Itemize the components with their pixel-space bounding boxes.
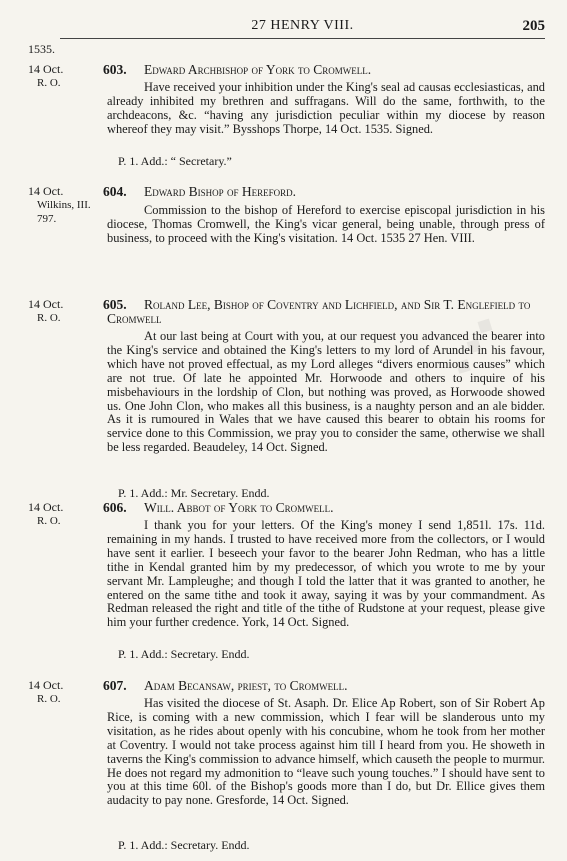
- running-title: 27 HENRY VIII.: [251, 18, 354, 33]
- year-marker: 1535.: [28, 42, 55, 56]
- entry-date: 14 Oct.: [28, 297, 64, 311]
- entry-margin: [28, 297, 102, 325]
- entry-body: At our last being at Court with you, at our request you advanced the bearer into the King's service and obtained the King's letters to my lord of Arundel in his favour, which have not proved effectual, as my Lord alleges “divers enormious causes” which are not true. Of late he appointed Mr. Horwoode and others to inquire of his misbehaviours in the lordship of Clon, but nothing was proved, as Horwoode showed us. One John Clon, who makes all this business, is a naughty person and an ale bidder. As it is rumoured in Wales that we have caused this bearer to obtain his rooms for service done to this Commission, we pray you to consider the same, otherwise we shall be less regarded. Beaudeley, 14 Oct. Signed.: [107, 329, 545, 455]
- running-head: [60, 18, 545, 39]
- entry-number: 603.: [103, 62, 127, 77]
- entry-body: Have received your inhibition under the King's seal ad causas ecclesiasticas, and already inhibited my brethren and suffragans. Will do the same, forthwith, to the archdeacons, &c. “having any jurisdiction peculiar within my diocese by reason whereof they may visit.” Bysshops Thorpe, 14 Oct. 1535. Signed.: [107, 80, 545, 136]
- entry-body: Commission to the bishop of Hereford to exercise episcopal jurisdiction in his diocese, Thomas Cromwell, the King's vicar general, being unable, through press of business, to proceed with the King's visitation. 14 Oct. 1535 27 Hen. VIII.: [107, 203, 545, 245]
- entry-note: P. 1. Add.: Secretary. Endd.: [118, 838, 250, 852]
- entry-heading: Roland Lee, Bishop of Coventry and Lichfield, and Sir T. Englefield to Cromwell: [107, 297, 531, 326]
- entry-source: R. O.: [37, 693, 61, 705]
- entry-date: 14 Oct.: [28, 500, 64, 514]
- entry-number: 607.: [103, 678, 127, 693]
- entry-number: 604.: [103, 184, 127, 199]
- entry-margin: [28, 62, 102, 90]
- entry-heading: Edward Bishop of Hereford.: [144, 184, 297, 199]
- entry-source: R. O.: [37, 515, 61, 527]
- entry-note: P. 1. Add.: Mr. Secretary. Endd.: [118, 486, 270, 500]
- entry-note: P. 1. Add.: Secretary. Endd.: [118, 647, 250, 661]
- entry-heading: Edward Archbishop of York to Cromwell.: [144, 62, 372, 77]
- entry-note: P. 1. Add.: “ Secretary.”: [118, 154, 232, 168]
- entry-margin: [28, 500, 102, 528]
- entry-body: I thank you for your letters. Of the King's money I send 1,851l. 17s. 11d. remaining in my hands. I trusted to have received more from the collectors, or I would have sent it earlier. I beseech your favor to the bearer John Redman, who has a little tithe in Kendal granted him by my predecessor, of which you wrote to me by your servant Mr. Lampleughe; and though I told the latter that it was granted to another, he entered on the same tithe and took it away, saying it was by your commandment. As Redman released the right and title of the tithe of Rudstone at your request, please give him your further credence. York, 14 Oct. Signed.: [107, 518, 545, 630]
- entry-source: R. O.: [37, 312, 61, 324]
- entry-source: Wilkins, III. 797.: [37, 199, 91, 225]
- page-number: 205: [522, 18, 545, 34]
- entry-date: 14 Oct.: [28, 678, 64, 692]
- entry-heading: Will. Abbot of York to Cromwell.: [144, 500, 334, 515]
- entry-date: 14 Oct.: [28, 184, 64, 198]
- entry-source: R. O.: [37, 77, 61, 89]
- entry-number: 605.: [103, 297, 127, 312]
- watermark: ◆◆◆: [446, 306, 502, 379]
- entry-body: Has visited the diocese of St. Asaph. Dr. Elice Ap Robert, son of Sir Robert Ap Rice, is coming with a new commission, which I fear will be slanderous unto my visitation, as he rides about openly with his concubine, whom he took from her mother at Coventry. I would not take process against him till I heard from you. He showeth in taverns the King's commission to advance himself, which causeth the people to murmur. He does not regard my admonition to “leave such young touches.” I should have sent to you at this time 60l. of the Bishop's goods more than I do, but Dr. Ellice gives them audacity to pay none. Gresforde, 14 Oct. Signed.: [107, 696, 545, 808]
- entry-heading: Adam Becansaw, priest, to Cromwell.: [144, 678, 348, 693]
- entry-margin: [28, 678, 102, 706]
- entry-date: 14 Oct.: [28, 62, 64, 76]
- entry-margin: [28, 184, 102, 226]
- entry-number: 606.: [103, 500, 127, 515]
